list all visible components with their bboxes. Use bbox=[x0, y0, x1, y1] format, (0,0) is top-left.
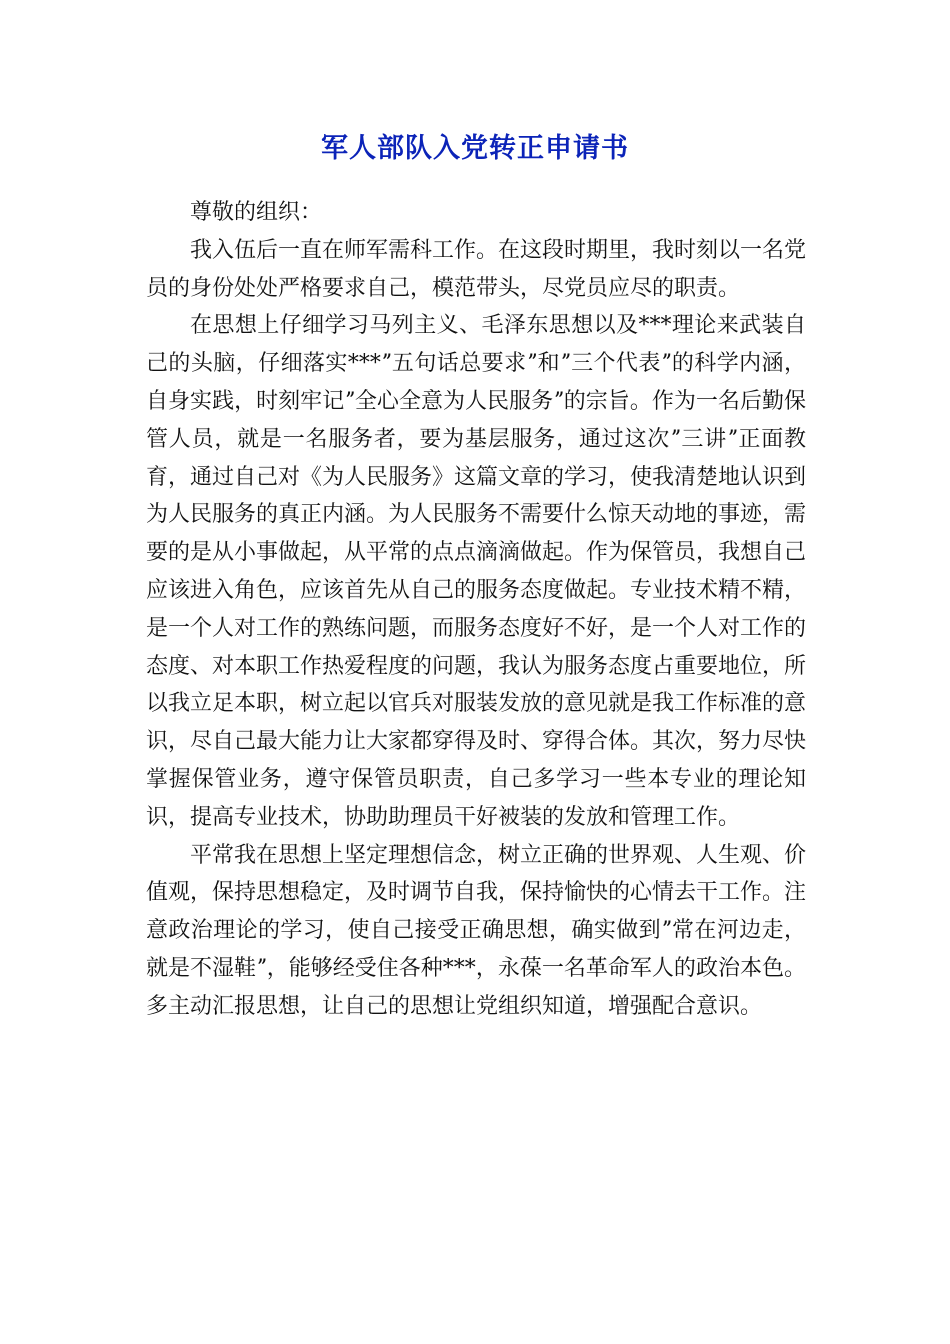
salutation: 尊敬的组织： bbox=[190, 200, 323, 225]
document-body bbox=[146, 194, 806, 1026]
document-title: 军人部队入党转正申请书 bbox=[321, 133, 629, 164]
paragraph-3: 平常我在思想上坚定理想信念，树立正确的世界观、人生观、价值观，保持思想稳定，及时调节自我，保持愉快的心情去干工作。注意政治理论的学习，使自己接受正确思想，确实做到ˮ常在河边走，就是不湿鞋ˮ，能够经受住各种***，永葆一名革命军人的政治本色。多主动汇报思想，让自己的思想让党组织知道，增强配合意识。 bbox=[146, 842, 807, 1019]
paragraph-1: 我入伍后一直在师军需科工作。在这段时期里，我时刻以一名党员的身份处处严格要求自己，模范带头，尽党员应尽的职责。 bbox=[146, 237, 807, 301]
paragraph-2: 在思想上仔细学习马列主义、毛泽东思想以及***理论来武装自己的头脑，仔细落实***ˮ五句话总要求ˮ和ˮ三个代表ˮ的科学内涵，自身实践，时刻牢记ˮ全心全意为人民服务ˮ的宗旨。作为一名后勤保管人员，就是一名服务者，要为基层服务，通过这次ˮ三讲ˮ正面教育，通过自己对《为人民服务》这篇文章的学习，使我清楚地认识到为人民服务的真正内涵。为人民服务不需要什么惊天动地的事迹，需要的是从小事做起，从平常的点点滴滴做起。作为保管员，我想自己应该进入角色，应该首先从自己的服务态度做起。专业技术精不精，是一个人对工作的熟练问题，而服务态度好不好，是一个人对工作的态度、对本职工作热爱程度的问题，我认为服务态度占重要地位，所以我立足本职，树立起以官兵对服装发放的意见就是我工作标准的意识，尽自己最大能力让大家都穿得及时、穿得合体。其次，努力尽快掌握保管业务，遵守保管员职责，自己多学习一些本专业的理论知识，提高专业技术，协助助理员干好被装的发放和管理工作。 bbox=[146, 313, 807, 830]
